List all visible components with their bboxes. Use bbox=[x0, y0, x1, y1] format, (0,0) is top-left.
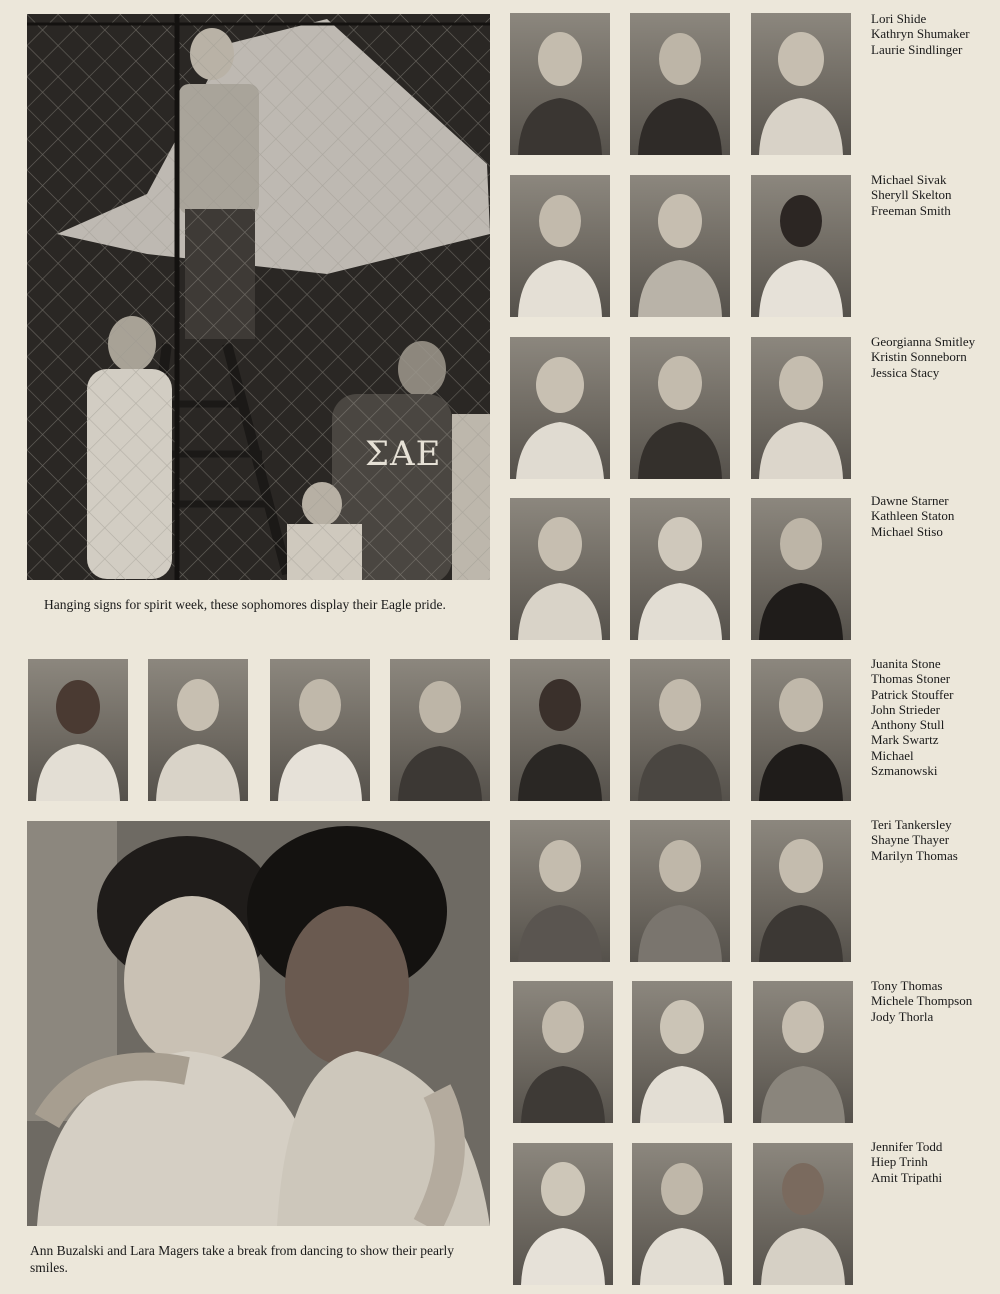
name-list bbox=[871, 334, 996, 380]
portrait bbox=[630, 659, 730, 801]
portrait bbox=[751, 175, 851, 317]
student-name: Lori Shide bbox=[871, 11, 927, 26]
student-name: Teri Tankersley bbox=[871, 817, 952, 832]
name-list bbox=[871, 172, 996, 218]
student-name: John Strieder bbox=[871, 701, 940, 717]
student-name: Sheryll Skelton bbox=[871, 187, 952, 203]
portrait bbox=[753, 1143, 853, 1285]
name-list bbox=[871, 978, 996, 1024]
portrait bbox=[510, 337, 610, 479]
name-list bbox=[871, 656, 996, 778]
dancing-photo-art bbox=[27, 821, 490, 1226]
portrait bbox=[630, 337, 730, 479]
student-name: Georgianna Smitley bbox=[871, 334, 976, 349]
student-name: Kathleen Staton bbox=[871, 508, 955, 524]
student-name: Thomas Stoner bbox=[871, 671, 951, 687]
portrait bbox=[513, 1143, 613, 1285]
portrait bbox=[630, 13, 730, 155]
student-name: Tony Thomas bbox=[871, 978, 943, 993]
sweatshirt-letters: ΣΑΕ bbox=[365, 434, 442, 474]
student-name: Szmanowski bbox=[871, 763, 938, 779]
student-name: Jessica Stacy bbox=[871, 364, 940, 380]
student-name: Kathryn Shumaker bbox=[871, 26, 970, 42]
student-name: Juanita Stone bbox=[871, 656, 941, 671]
portrait bbox=[751, 498, 851, 640]
name-list bbox=[871, 1139, 996, 1185]
student-name: Marilyn Thomas bbox=[871, 847, 958, 863]
student-name: Michele Thompson bbox=[871, 993, 973, 1009]
portrait bbox=[751, 659, 851, 801]
portrait bbox=[630, 175, 730, 317]
student-name: Jennifer Todd bbox=[871, 1139, 943, 1154]
spirit-week-photo bbox=[27, 14, 490, 580]
portrait bbox=[270, 659, 370, 801]
portrait bbox=[630, 820, 730, 962]
portrait bbox=[632, 981, 732, 1123]
student-name: Kristin Sonneborn bbox=[871, 349, 967, 365]
student-name: Laurie Sindlinger bbox=[871, 41, 963, 57]
student-name: Amit Tripathi bbox=[871, 1169, 943, 1185]
portrait bbox=[751, 820, 851, 962]
portrait bbox=[390, 659, 490, 801]
portrait bbox=[510, 498, 610, 640]
student-name: Michael bbox=[871, 747, 914, 763]
student-name: Michael Stiso bbox=[871, 523, 943, 539]
student-name: Dawne Starner bbox=[871, 493, 949, 508]
portrait bbox=[510, 13, 610, 155]
student-name: Anthony Stull bbox=[871, 717, 945, 733]
portrait bbox=[510, 175, 610, 317]
portrait bbox=[148, 659, 248, 801]
portrait bbox=[510, 820, 610, 962]
student-name: Mark Swartz bbox=[871, 732, 939, 748]
student-name: Shayne Thayer bbox=[871, 832, 950, 848]
portrait bbox=[632, 1143, 732, 1285]
spirit-week-caption: Hanging signs for spirit week, these sophomores display their Eagle pride. bbox=[44, 597, 446, 612]
portrait bbox=[753, 981, 853, 1123]
name-list bbox=[871, 817, 996, 863]
name-list bbox=[871, 11, 996, 57]
portrait bbox=[630, 498, 730, 640]
student-name: Patrick Stouffer bbox=[871, 686, 954, 702]
dancing-photo bbox=[27, 821, 490, 1226]
portrait bbox=[513, 981, 613, 1123]
portrait bbox=[751, 337, 851, 479]
portrait bbox=[751, 13, 851, 155]
student-name: Freeman Smith bbox=[871, 202, 951, 218]
student-name: Jody Thorla bbox=[871, 1008, 934, 1024]
spirit-week-photo-art bbox=[27, 14, 490, 580]
student-name: Michael Sivak bbox=[871, 172, 947, 187]
dancing-caption: Ann Buzalski and Lara Magers take a break from dancing to show their pearly smiles. bbox=[30, 1243, 454, 1275]
student-name: Hiep Trinh bbox=[871, 1154, 928, 1170]
portrait bbox=[510, 659, 610, 801]
portrait bbox=[28, 659, 128, 801]
name-list bbox=[871, 493, 996, 539]
